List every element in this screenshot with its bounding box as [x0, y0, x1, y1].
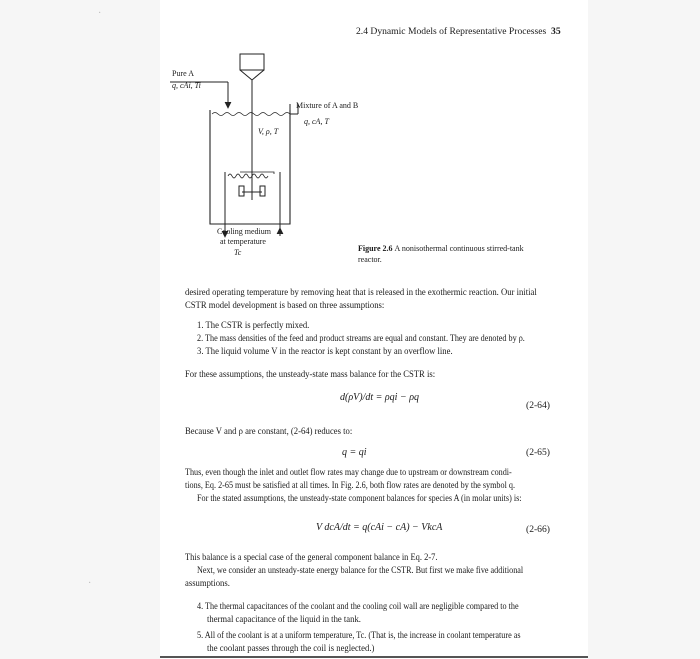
caption-text-2: reactor.: [358, 255, 382, 264]
assumption-1: 1. The CSTR is perfectly mixed.: [197, 320, 310, 331]
equation-2-64: d(ρV)/dt = ρqi − ρq: [340, 392, 419, 403]
assumption-5-line-2: the coolant passes through the coil is neglected.): [207, 643, 375, 654]
margin-mark: ·: [88, 578, 92, 589]
label-mixture: Mixture of A and B: [296, 101, 359, 110]
label-inlet-vars: q, cAi, Ti: [172, 81, 201, 90]
assumption-5-line-1: 5. All of the coolant is at a uniform temperature, Tc. (That is, the increase in coolant temperature as: [197, 630, 521, 641]
label-tank-vars: V, ρ, T: [258, 127, 279, 136]
paragraph-2: For these assumptions, the unsteady-state mass balance for the CSTR is:: [185, 369, 436, 380]
label-pure-a: Pure A: [172, 69, 194, 78]
viewer-left-margin: [0, 0, 160, 659]
equation-2-65: q = qi: [342, 447, 367, 458]
equation-number-2-64: (2-64): [526, 400, 550, 411]
header-section: 2.4 Dynamic Models of Representative Processes: [356, 26, 547, 37]
paragraph-3: Because V and ρ are constant, (2-64) reduces to:: [185, 426, 353, 437]
assumption-4-line-2: thermal capacitance of the liquid in the tank.: [207, 614, 361, 625]
label-cooling-1: Cooling medium: [217, 227, 271, 236]
paragraph-4-line-2: tions, Eq. 2-65 must be satisfied at all times. In Fig. 2.6, both flow rates are denoted by the symbol q.: [185, 480, 515, 491]
label-outlet-vars: q, cA, T: [304, 117, 329, 126]
assumption-4-line-1: 4. The thermal capacitances of the coolant and the cooling coil wall are negligible compared to the: [197, 601, 519, 612]
label-cooling-3: Tc: [234, 248, 242, 257]
paragraph-5-line-2: Next, we consider an unsteady-state energy balance for the CSTR. But first we make five additional: [197, 565, 524, 576]
assumption-3: 3. The liquid volume V in the reactor is kept constant by an overflow line.: [197, 346, 453, 357]
paragraph-5-line-3: assumptions.: [185, 578, 230, 589]
header-page-number: 35: [551, 26, 561, 37]
paragraph-1-line-1: desired operating temperature by removing heat that is released in the exothermic reaction. Our initial: [185, 287, 537, 298]
assumption-2: 2. The mass densities of the feed and product streams are equal and constant. They are denoted by ρ.: [197, 333, 525, 344]
figure-caption: [358, 243, 524, 255]
page-bottom-edge: [160, 656, 588, 658]
viewer-right-margin: [588, 0, 700, 659]
margin-mark: ·: [98, 8, 102, 19]
paragraph-4-line-3: For the stated assumptions, the unsteady-state component balances for species A (in molar units) is:: [197, 493, 522, 504]
label-cooling-2: at temperature: [220, 237, 266, 246]
caption-text-1: A nonisothermal continuous stirred-tank: [394, 244, 524, 253]
caption-label: Figure 2.6: [358, 244, 393, 253]
equation-number-2-66: (2-66): [526, 524, 550, 535]
paragraph-4-line-1: Thus, even though the inlet and outlet flow rates may change due to upstream or downstream condi-: [185, 467, 512, 478]
paragraph-1-line-2: CSTR model development is based on three assumptions:: [185, 300, 385, 311]
equation-number-2-65: (2-65): [526, 447, 550, 458]
equation-2-66: V dcA/dt = q(cAi − cA) − VkcA: [316, 522, 443, 533]
running-header: [356, 26, 561, 37]
paragraph-5-line-1: This balance is a special case of the general component balance in Eq. 2-7.: [185, 552, 438, 563]
